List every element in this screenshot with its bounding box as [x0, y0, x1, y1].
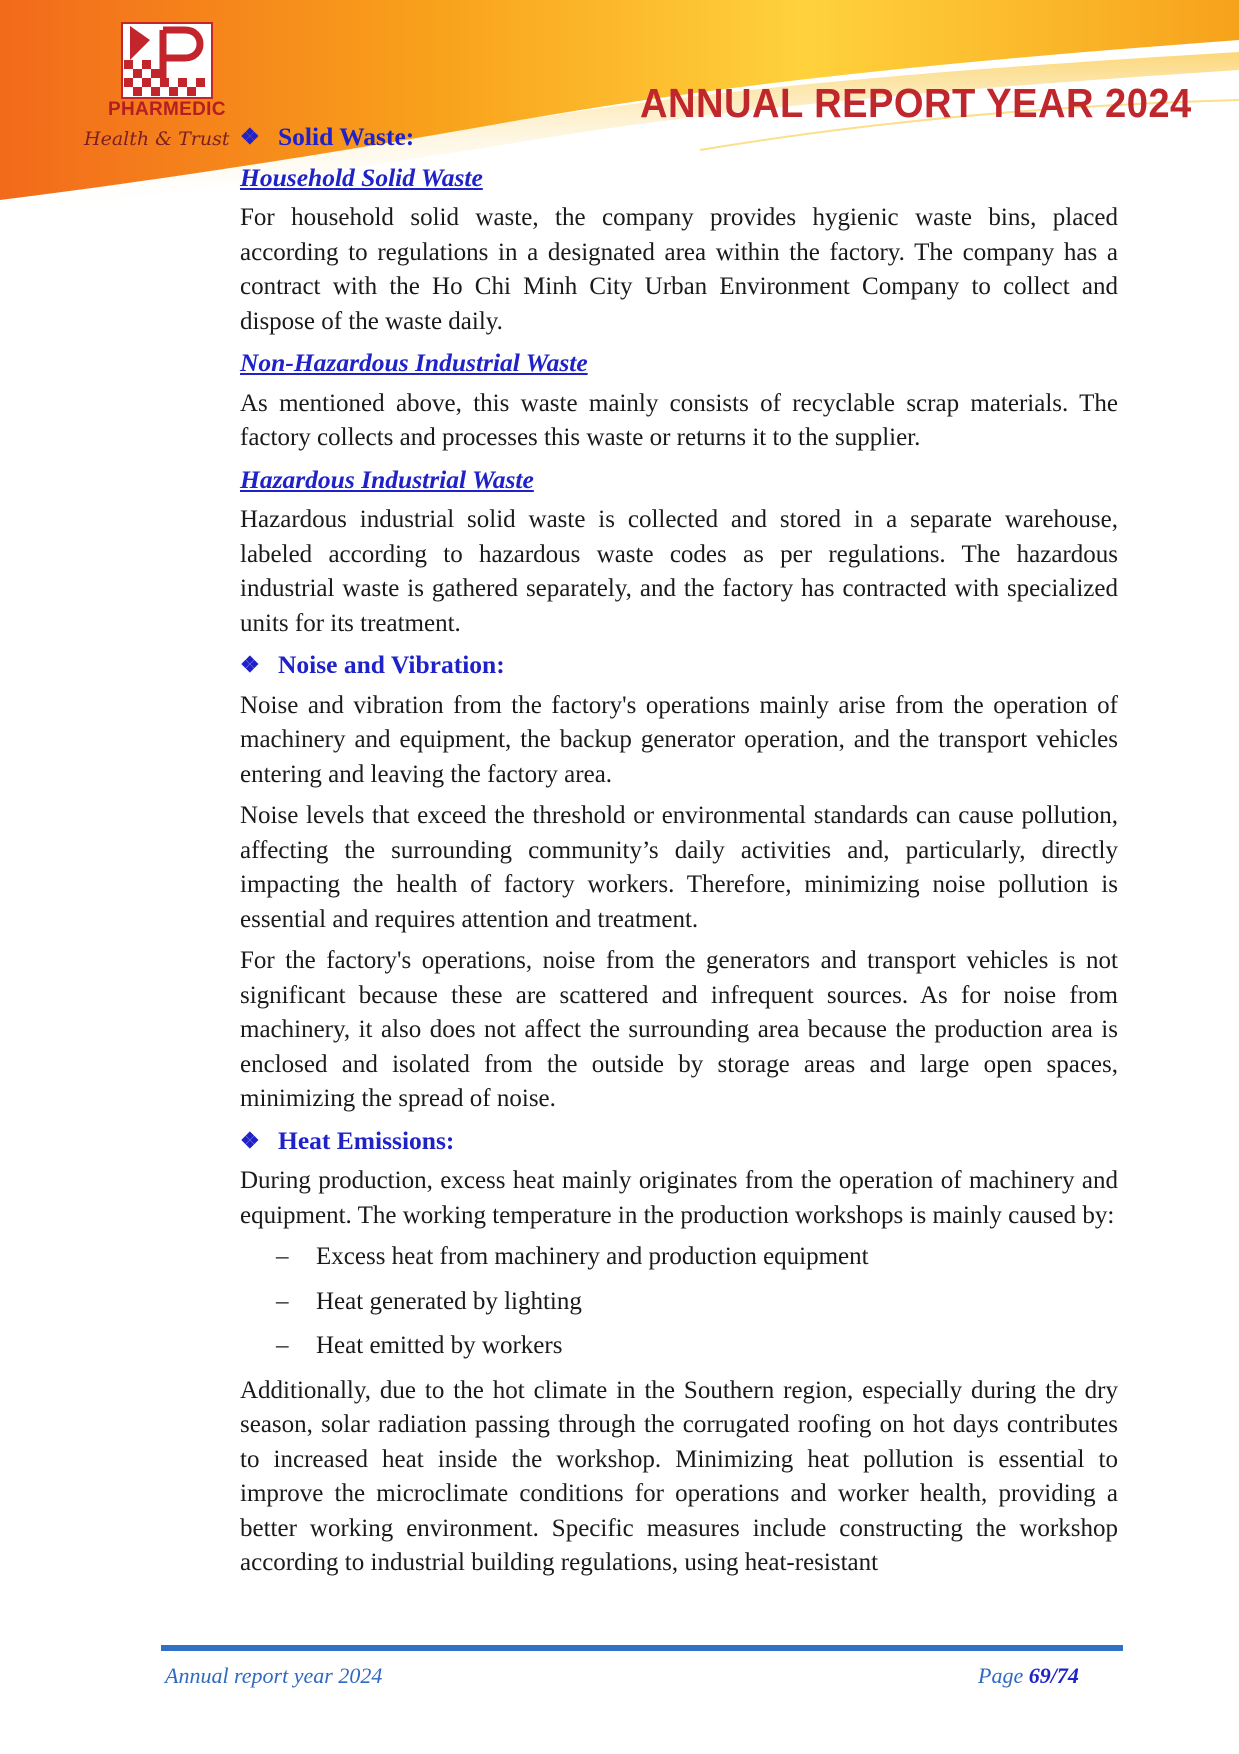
- paragraph-hazardous: Hazardous industrial solid waste is collected and stored in a separate warehouse, labeled according to hazardous waste codes as per regulations. The hazardous industrial waste is gathered separately, and the factory has contracted with specialized units for its treatment.: [240, 506, 1118, 637]
- subheading-non-hazardous: Non-Hazardous Industrial Waste: [240, 348, 588, 377]
- footer-report-label: Annual report year 2024: [165, 1663, 383, 1688]
- dash-bullet-icon: –: [276, 1332, 289, 1359]
- paragraph-non-hazardous: As mentioned above, this waste mainly consists of recyclable scrap materials. The factory collects and processes this waste or returns it to the supplier.: [240, 389, 1118, 451]
- pharmedic-logo: [122, 23, 212, 98]
- list-item: [240, 1285, 1118, 1320]
- list-item: [240, 1240, 1118, 1275]
- paragraph-noise-2: Noise levels that exceed the threshold or environmental standards can cause pollution, affecting the surrounding community’s daily activities and, particularly, directly impacting the health of factory workers. Therefore, minimizing noise pollution is essential and requires attention and treatment.: [240, 802, 1118, 933]
- section-heading-text: Heat Emissions:: [278, 1125, 455, 1155]
- subheading-hazardous: Hazardous Industrial Waste: [240, 464, 534, 494]
- brand-name: PHARMEDIC: [108, 99, 226, 120]
- paragraph-heat-2: Additionally, due to the hot climate in the Southern region, especially during the dry season, solar radiation passing through the corrugated roofing on hot days contributes to increased heat inside the workshop. Minimizing heat pollution is essential to improve the microclimate conditions for operations and worker health, providing a better working environment. Specific measures include constructing the workshop according to industrial building regulations, using heat-resistant: [240, 1376, 1118, 1576]
- section-heading-text: Solid Waste:: [278, 122, 415, 151]
- list-item-text: Excess heat from machinery and production equipment: [316, 1243, 869, 1270]
- diamond-bullet-icon: ❖: [240, 1127, 260, 1153]
- list-item-text: Heat generated by lighting: [316, 1287, 582, 1315]
- page-content: [240, 120, 1118, 1588]
- list-item-text: Heat emitted by workers: [316, 1332, 563, 1359]
- page-prefix: Page: [978, 1663, 1029, 1688]
- section-heading-heat: [240, 1124, 1118, 1159]
- diamond-bullet-icon: ❖: [240, 124, 260, 149]
- report-title: ANNUAL REPORT YEAR 2024: [640, 80, 1192, 126]
- heat-sources-list: [240, 1240, 1118, 1364]
- footer-page-number: [978, 1663, 1079, 1689]
- brand-slogan: Health & Trust: [84, 128, 230, 150]
- page-number-value: 69/74: [1028, 1663, 1079, 1688]
- dash-bullet-icon: –: [276, 1243, 289, 1270]
- paragraph-heat-1: During production, excess heat mainly originates from the operation of machinery and equipment. The working temperature in the production workshops is mainly caused by:: [240, 1167, 1118, 1229]
- section-heading-noise: [240, 648, 1118, 683]
- paragraph-noise-3: For the factory's operations, noise from the generators and transport vehicles is not significant because these are scattered and infrequent sources. As for noise from machinery, it also does not affect the surrounding area because the production area is enclosed and isolated from the outside by storage areas and large open spaces, minimizing the spread of noise.: [240, 947, 1118, 1112]
- footer-divider: [161, 1645, 1123, 1651]
- section-heading-text: Noise and Vibration:: [278, 650, 505, 679]
- subheading-household: Household Solid Waste: [240, 162, 483, 192]
- paragraph-noise-1: Noise and vibration from the factory's operations mainly arise from the operation of machinery and equipment, the backup generator operation, and the transport vehicles entering and leaving the factory area.: [240, 691, 1118, 788]
- diamond-bullet-icon: ❖: [240, 652, 260, 677]
- section-heading-solid-waste: [240, 120, 1118, 155]
- dash-bullet-icon: –: [276, 1287, 289, 1315]
- paragraph-household: For household solid waste, the company provides hygienic waste bins, placed according to regulations in a designated area within the factory. The company has a contract with the Ho Chi Minh City Urban Environment Company to collect and dispose of the waste daily.: [240, 204, 1118, 335]
- list-item: [240, 1329, 1118, 1364]
